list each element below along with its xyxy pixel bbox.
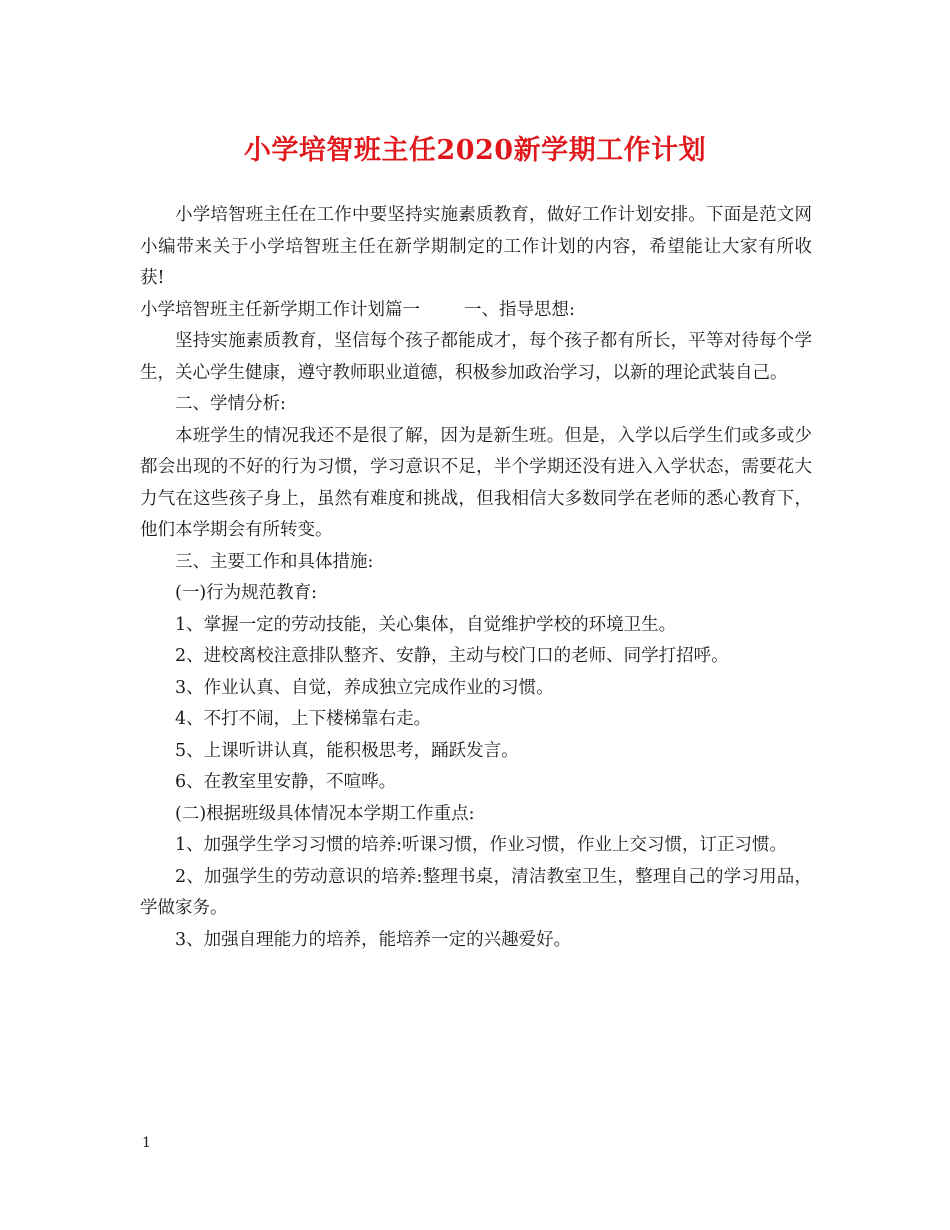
- list-item: 3、加强自理能力的培养，能培养一定的兴趣爱好。: [175, 929, 572, 950]
- list-item: 1、加强学生学习习惯的培养:听课习惯，作业习惯，作业上交习惯，订正习惯。: [175, 835, 788, 855]
- list-item: 2、加强学生的劳动意识的培养:整理书桌，清洁教室卫生，整理自己的学习用品，学做家务。: [140, 866, 812, 918]
- sub2-heading: (二)根据班级具体情况本学期工作重点:: [175, 803, 475, 824]
- plan-heading: 小学培智班主任新学期工作计划篇一: [140, 299, 420, 320]
- intro-paragraph: 小学培智班主任在工作中要坚持实施素质教育，做好工作计划安排。下面是范文网小编带来关于小学培智班主任在新学期制定的工作计划的内容，希望能让大家有所收获!: [140, 205, 812, 288]
- list-item: 3、作业认真、自觉，养成独立完成作业的习惯。: [175, 677, 554, 698]
- section1-heading: 一、指导思想:: [464, 299, 575, 320]
- section1-body: 坚持实施素质教育，坚信每个孩子都能成才，每个孩子都有所长，平等对待每个学生，关心学生健康，遵守教师职业道德，积极参加政治学习，以新的理论武装自己。: [140, 331, 812, 383]
- sub1-heading: (一)行为规范教育:: [175, 583, 318, 603]
- section2-heading: 二、学情分析:: [175, 394, 286, 414]
- list-item: 6、在教室里安静，不喧哗。: [175, 772, 397, 792]
- page-number: 1: [142, 1135, 151, 1151]
- document-title: 小学培智班主任2020新学期工作计划: [243, 135, 707, 166]
- plan-heading-line: [140, 295, 812, 327]
- section2-body: 本班学生的情况我还不是很了解，因为是新生班。但是，入学以后学生们或多或少都会出现的不好的行为习惯，学习意识不足，半个学期还没有进入入学状态，需要花大力气在这些孩子身上，虽然有难度和挑战，但我相信大多数同学在老师的悉心教育下，他们本学期会有所转变。: [140, 425, 812, 540]
- section3-heading: 三、主要工作和具体措施:: [175, 551, 374, 572]
- list-item: 4、不打不闹，上下楼梯靠右走。: [175, 709, 432, 729]
- list-item: 5、上课听讲认真，能积极思考，踊跃发言。: [175, 740, 519, 761]
- list-item: 1、掌握一定的劳动技能，关心集体，自觉维护学校的环境卫生。: [175, 614, 677, 635]
- list-item: 2、进校离校注意排队整齐、安静，主动与校门口的老师、同学打招呼。: [175, 646, 729, 666]
- document-body: [140, 200, 812, 956]
